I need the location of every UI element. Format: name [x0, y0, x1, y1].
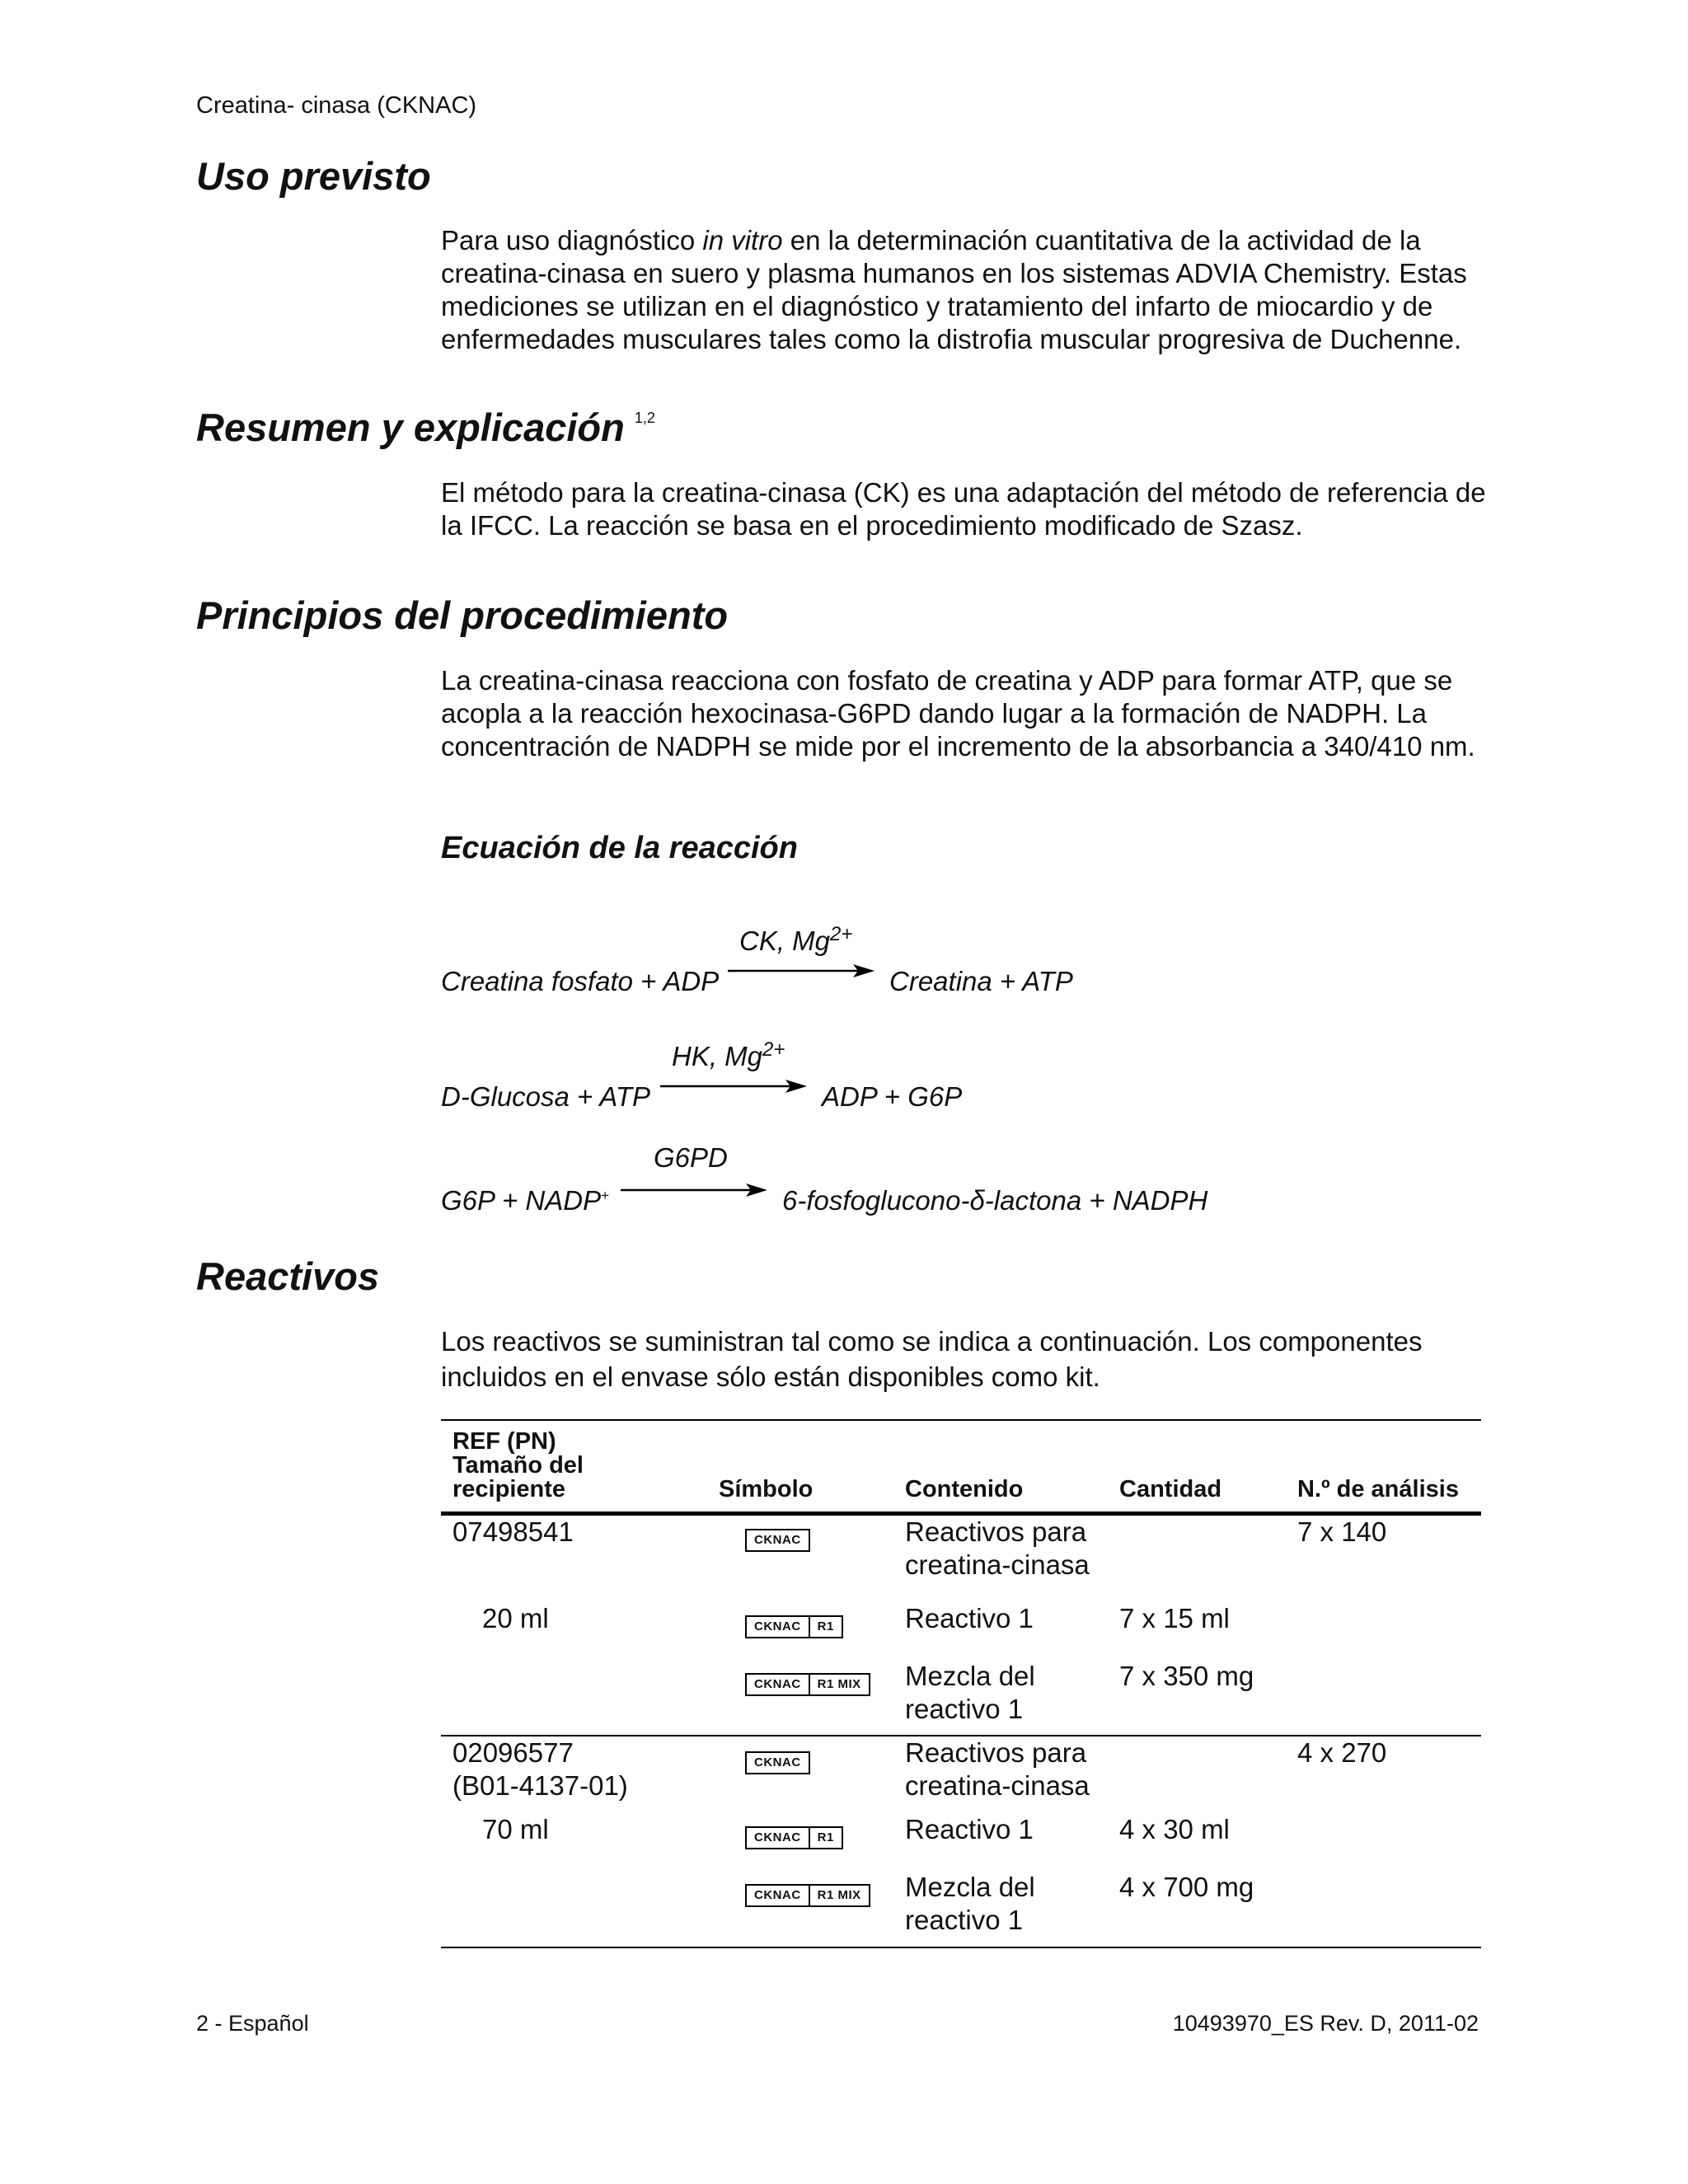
section-title-uso-previsto: Uso previsto	[196, 154, 431, 198]
header-ref	[441, 1420, 707, 1513]
empty-cell	[441, 1660, 707, 1736]
symbol-text: R1	[809, 1617, 842, 1637]
kit2-row1-qty	[1108, 1736, 1286, 1813]
kit2-row2-symbol	[707, 1813, 893, 1871]
eq2-arrow-icon	[660, 1078, 809, 1094]
eq3-reactants-text: G6P + NADP	[441, 1185, 602, 1216]
uso-text-pre: Para uso diagnóstico	[441, 225, 703, 255]
symbol-text: CKNAC	[754, 1888, 801, 1902]
kit1-row2-content: Reactivo 1	[905, 1603, 1034, 1633]
eq1-catalyst	[739, 923, 852, 957]
symbol-text: CKNAC	[754, 1532, 801, 1547]
uso-text-post: en la determinación cuantitativa de la actividad de la creatina-cinasa en suero y plasma humanos en los sistemas ADVIA Chemistry. Estas mediciones se utilizan en el diagnóstico y tratamiento del infarto de miocardio y de enfermedades musculares tales como la distrofia muscular progresiva de Duchenne.	[441, 225, 1467, 354]
symbol-label-icon	[745, 1673, 870, 1696]
table-row	[441, 1513, 1481, 1602]
empty-cell	[441, 1871, 707, 1947]
kit1-ref: 07498541	[441, 1513, 707, 1602]
eq3-catalyst: G6PD	[654, 1142, 728, 1173]
eq2-catalyst-text: HK, Mg	[672, 1041, 763, 1071]
kit2-analyses: 4 x 270	[1286, 1736, 1481, 1813]
table-row	[441, 1871, 1481, 1947]
eq2-reactants: D-Glucosa + ATP	[441, 1081, 650, 1112]
eq3-products: 6-fosfoglucono-δ-lactona + NADPH	[782, 1185, 1208, 1216]
kit2-row3-content: Mezcla del reactivo 1	[905, 1872, 1035, 1935]
kit2-row3-symbol	[707, 1871, 893, 1947]
header-ref-line2: Tamaño del	[452, 1451, 584, 1479]
reagents-table	[441, 1419, 1481, 1948]
eq2-catalyst-charge: 2+	[762, 1038, 785, 1061]
header-analyses: N.º de análisis	[1286, 1420, 1481, 1513]
eq3-reactants-sup: +	[601, 1188, 610, 1203]
symbol-label-icon	[745, 1529, 810, 1552]
header-ref-line1: REF (PN)	[452, 1427, 556, 1455]
table-header-row	[441, 1420, 1481, 1513]
kit2-ref	[441, 1736, 707, 1813]
empty-cell	[1286, 1813, 1481, 1871]
kit2-row1-symbol	[707, 1736, 893, 1813]
symbol-label-icon	[745, 1884, 870, 1907]
resumen-paragraph: El método para la creatina-cinasa (CK) es una adaptación del método de referencia de la IFCC. La reacción se basa en el procedimiento modificado de Szasz.	[441, 477, 1486, 541]
header-ref-line3: recipiente	[452, 1475, 565, 1502]
kit1-size-cell	[441, 1602, 707, 1660]
kit1-row1-symbol	[707, 1513, 893, 1602]
table-row	[441, 1736, 1481, 1813]
eq2-products: ADP + G6P	[822, 1081, 963, 1112]
kit1-row3-content: Mezcla del reactivo 1	[905, 1661, 1035, 1724]
table-row	[441, 1602, 1481, 1660]
kit1-row2-symbol	[707, 1602, 893, 1660]
header-content: Contenido	[893, 1420, 1108, 1513]
header-symbol: Símbolo	[707, 1420, 893, 1513]
symbol-text: CKNAC	[754, 1619, 801, 1633]
eq3-arrow-icon	[621, 1182, 769, 1198]
kit2-row2-qty: 4 x 30 ml	[1119, 1814, 1230, 1844]
header-quantity: Cantidad	[1108, 1420, 1286, 1513]
footer-document-id: 10493970_ES Rev. D, 2011-02	[1172, 2011, 1479, 2036]
uso-previsto-paragraph	[441, 224, 1488, 356]
symbol-label-icon	[745, 1615, 843, 1638]
section-title-reactivos: Reactivos	[196, 1254, 380, 1298]
eq1-catalyst-charge: 2+	[830, 923, 853, 945]
resumen-references: 1,2	[634, 410, 655, 426]
reactivos-paragraph: Los reactivos se suministran tal como se indica a continuación. Los componentes incluidos en el envase sólo están disponibles como kit.	[441, 1326, 1423, 1392]
symbol-text: CKNAC	[754, 1677, 801, 1691]
kit2-row2-content: Reactivo 1	[905, 1814, 1034, 1844]
footer-page-number: 2 - Español	[196, 2011, 309, 2036]
resumen-title-text: Resumen y explicación	[196, 405, 625, 449]
kit1-row3-qty: 7 x 350 mg	[1119, 1661, 1254, 1691]
kit2-row3-qty: 4 x 700 mg	[1119, 1872, 1254, 1902]
symbol-label-icon	[745, 1826, 843, 1849]
principios-paragraph: La creatina-cinasa reacciona con fosfato de creatina y ADP para formar ATP, que se acopla a la reacción hexocinasa-G6PD dando lugar a la formación de NADPH. La concentración de NADPH se mide por el incremento de la absorbancia a 340/410 nm.	[441, 665, 1475, 762]
kit1-row3-symbol	[707, 1660, 893, 1736]
symbol-text: R1 MIX	[809, 1886, 869, 1905]
kit2-ref-number: 02096577	[452, 1737, 574, 1768]
kit1-row2-qty: 7 x 15 ml	[1119, 1603, 1230, 1633]
table-row	[441, 1813, 1481, 1871]
kit1-row1-qty	[1108, 1513, 1286, 1602]
eq1-arrow-icon	[728, 963, 876, 979]
kit1-analyses: 7 x 140	[1286, 1513, 1481, 1602]
kit2-row1-content: Reactivos para creatina-cinasa	[893, 1736, 1108, 1813]
kit2-size-cell	[441, 1813, 707, 1871]
reaction-equation-3	[441, 1137, 1512, 1228]
reaction-equation-2	[441, 1033, 1512, 1124]
reaction-equation-1	[441, 918, 1512, 1009]
eq1-reactants: Creatina fosfato + ADP	[441, 966, 720, 996]
symbol-label-icon	[745, 1751, 810, 1774]
symbol-text: R1 MIX	[809, 1675, 869, 1694]
empty-cell	[1286, 1871, 1481, 1947]
eq1-products: Creatina + ATP	[889, 966, 1073, 996]
section-title-principios: Principios del procedimiento	[196, 593, 729, 637]
eq2-catalyst	[672, 1038, 785, 1072]
uso-text-italic: in vitro	[702, 225, 783, 255]
eq1-catalyst-text: CK, Mg	[739, 926, 831, 956]
running-header: Creatina- cinasa (CKNAC)	[196, 92, 477, 119]
section-title-resumen	[196, 405, 655, 450]
empty-cell	[1286, 1602, 1481, 1660]
symbol-text: R1	[809, 1828, 842, 1848]
empty-cell	[1286, 1660, 1481, 1736]
kit1-row1-content: Reactivos para creatina-cinasa	[893, 1513, 1108, 1602]
symbol-text: CKNAC	[754, 1755, 801, 1769]
eq3-reactants	[441, 1185, 609, 1216]
kit2-ref-alt: (B01-4137-01)	[452, 1770, 628, 1801]
subsection-title-ecuacion: Ecuación de la reacción	[441, 831, 798, 865]
kit2-size: 70 ml	[482, 1814, 549, 1844]
symbol-text: CKNAC	[754, 1830, 801, 1844]
table-row	[441, 1660, 1481, 1736]
kit1-size: 20 ml	[482, 1603, 549, 1633]
